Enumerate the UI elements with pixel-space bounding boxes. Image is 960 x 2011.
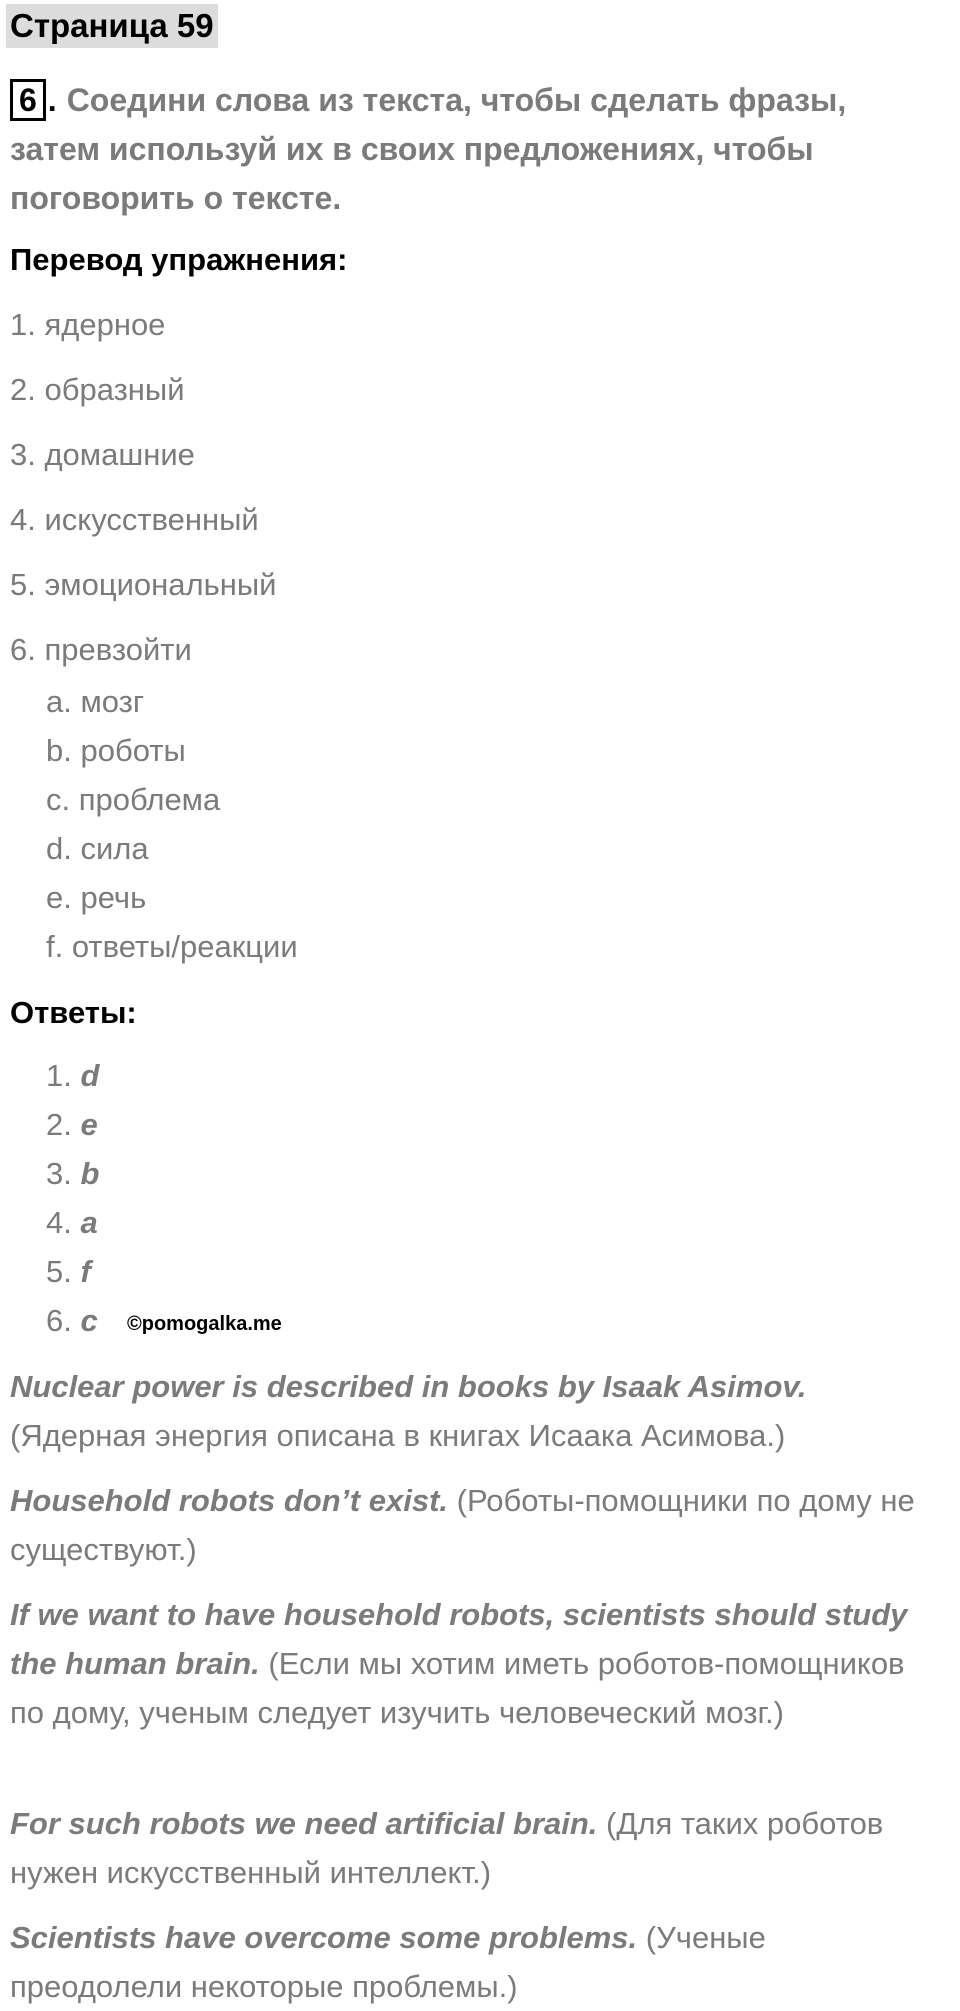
answers-heading: Ответы: bbox=[10, 995, 137, 1030]
numbered-word-6: 6. превзойти bbox=[10, 632, 192, 667]
sentence-3 bbox=[10, 1590, 945, 1737]
sentence-4 bbox=[10, 1799, 945, 1897]
sentence-2 bbox=[10, 1476, 945, 1574]
answer-letter: a bbox=[80, 1205, 98, 1240]
answer-2: 2. e bbox=[46, 1107, 98, 1142]
answer-1: 1. d bbox=[46, 1058, 100, 1093]
answer-5: 5. f bbox=[46, 1254, 91, 1289]
lettered-word-c: c. проблема bbox=[46, 782, 221, 817]
numbered-word-3: 3. домашние bbox=[10, 437, 195, 472]
task-instruction: 6 . Соедини слова из текста, чтобы сделать фразы, затем используй их в своих предложениях, чтобы поговорить о тексте. bbox=[10, 76, 940, 223]
lettered-word-f: f. ответы/реакции bbox=[46, 929, 298, 964]
task-text: Соедини слова из текста, чтобы сделать фразы, затем используй их в своих предложениях, чтобы поговорить о тексте. bbox=[10, 82, 847, 216]
numbered-word-2: 2. образный bbox=[10, 372, 185, 407]
answer-letter: c bbox=[80, 1303, 98, 1338]
numbered-word-1: 1. ядерное bbox=[10, 307, 166, 342]
sentence-translation: (Ядерная энергия описана в книгах Исаака Асимова.) bbox=[10, 1418, 786, 1453]
sentence-translation: (Ученые преодолели некоторые проблемы.) bbox=[10, 1920, 766, 2004]
numbered-word-4: 4. искусственный bbox=[10, 502, 259, 537]
sentence-english: Household robots don’t exist. bbox=[10, 1483, 449, 1518]
lettered-word-d: d. сила bbox=[46, 831, 149, 866]
copyright-watermark: ©pomogalka.me bbox=[127, 1313, 282, 1335]
sentence-5 bbox=[10, 1913, 945, 2011]
sentence-english: Scientists have overcome some problems. bbox=[10, 1920, 638, 1955]
sentence-english: If we want to have household robots, scientists should study the human brain. bbox=[10, 1597, 908, 1681]
sentence-translation: (Роботы-помощники по дому не существуют.) bbox=[10, 1483, 915, 1567]
sentence-english: For such robots we need artificial brain. bbox=[10, 1806, 598, 1841]
sentence-1 bbox=[10, 1362, 945, 1460]
translation-heading: Перевод упражнения: bbox=[10, 242, 348, 277]
sentence-translation: (Для таких роботов нужен искусственный интеллект.) bbox=[10, 1806, 884, 1890]
answer-letter: d bbox=[80, 1058, 100, 1093]
answer-4: 4. a bbox=[46, 1205, 98, 1240]
task-number: 6 bbox=[10, 79, 46, 121]
page-title: Страница 59 bbox=[6, 4, 218, 48]
answer-letter: e bbox=[80, 1107, 98, 1142]
lettered-word-e: e. речь bbox=[46, 880, 147, 915]
answer-letter: f bbox=[80, 1254, 91, 1289]
numbered-word-5: 5. эмоциональный bbox=[10, 567, 277, 602]
answer-3: 3. b bbox=[46, 1156, 100, 1191]
lettered-word-a: a. мозг bbox=[46, 684, 145, 719]
sentence-english: Nuclear power is described in books by Isaak Asimov. bbox=[10, 1369, 807, 1404]
sentence-translation: (Если мы хотим иметь роботов-помощников по дому, ученым следует изучить человеческий мозг.) bbox=[10, 1646, 905, 1730]
lettered-word-b: b. роботы bbox=[46, 733, 186, 768]
answer-letter: b bbox=[80, 1156, 100, 1191]
answer-6: 6. c bbox=[46, 1303, 98, 1338]
